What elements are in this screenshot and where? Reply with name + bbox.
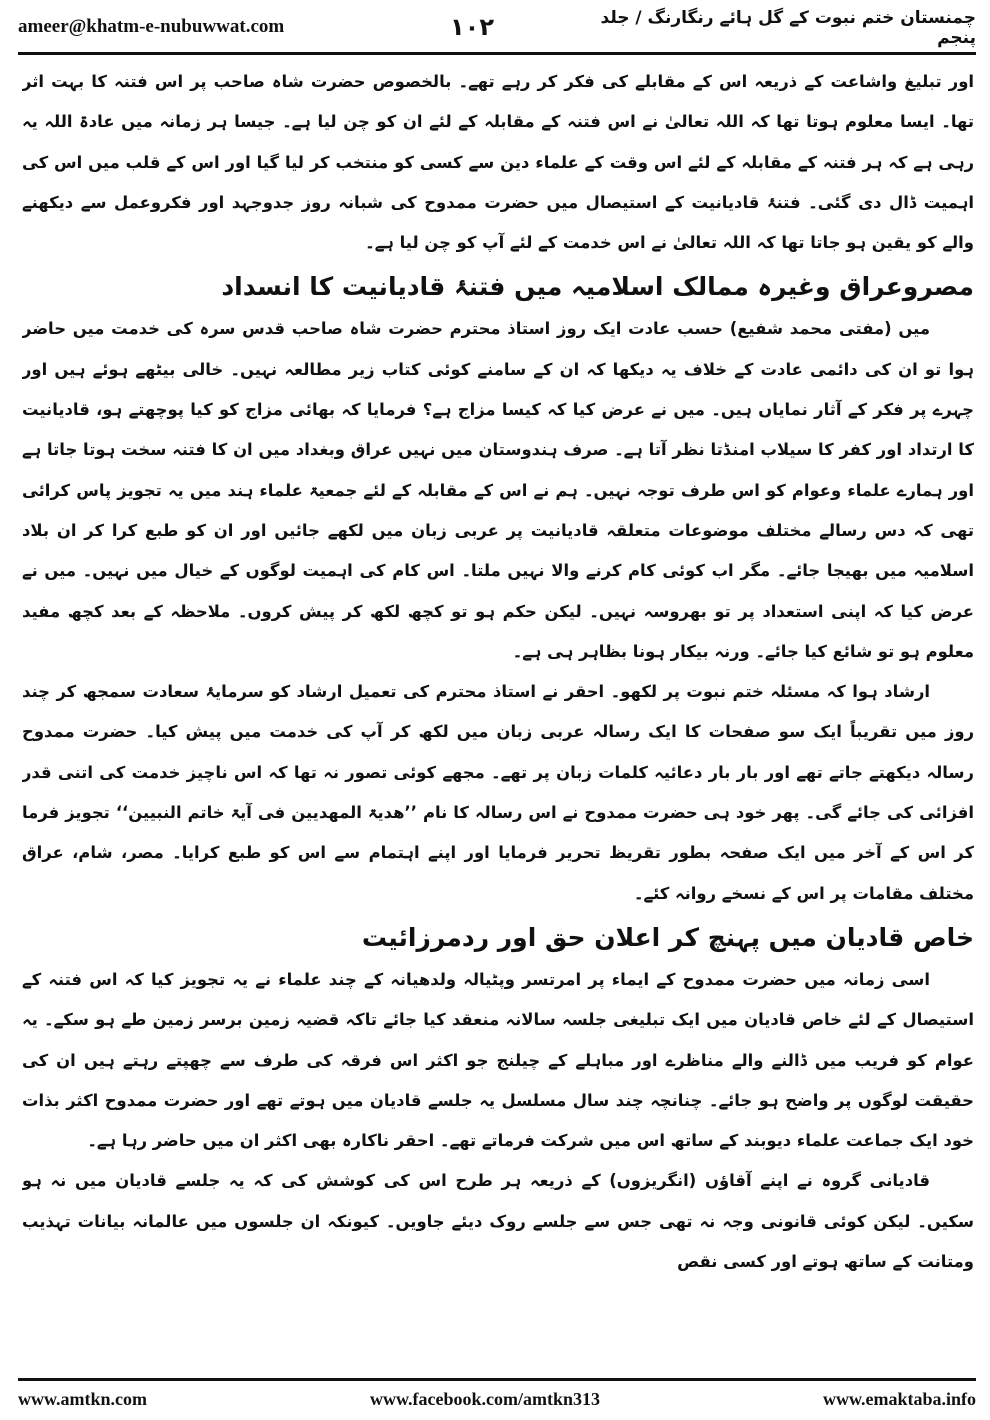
footer-link-emaktaba[interactable]: www.emaktaba.info	[822, 1388, 976, 1409]
footer-divider	[18, 1378, 976, 1381]
intro-paragraph: اور تبلیغ واشاعت کے ذریعہ اس کے مقابلے کی فکر کر رہے تھے۔ بالخصوص حضرت شاہ صاحب پر اس فتنہ کا بہت اثر تھا۔ ایسا معلوم ہوتا تھا کہ اللہ تعالیٰ نے اس فتنہ کے مقابلہ کے لئے ان کو چن لیا ہے۔ جیسا ہر زمانہ میں عادۃ اللہ یہ رہی ہے کہ ہر فتنہ کے مقابلہ کے لئے اس وقت کے علماء دین سے کسی کو منتخب کر لیا گیا اور اس کے قلب میں اس کی اہمیت ڈال دی گئی۔ فتنۂ قادیانیت کے استیصال میں حضرت ممدوح کی شبانہ روز جدوجہد اور فکروعمل سے دیکھنے والے کو یقین ہو جاتا تھا کہ اللہ تعالیٰ نے اس خدمت کے لئے آپ کو چن لیا ہے۔	[22, 72, 974, 253]
section2-paragraph-2: قادیانی گروہ نے اپنے آقاؤں (انگریزوں) کے ذریعہ ہر طرح اس کی کوشش کی کہ یہ جلسے قادیان میں نہ ہو سکیں۔ لیکن کوئی قانونی وجہ نہ تھی جس سے جلسے روک دیئے جاویں۔ کیونکہ ان جلسوں میں عالمانہ بیانات تہذیب ومتانت کے ساتھ ہوتے اور کسی نقص	[22, 1171, 974, 1272]
section1-paragraph-1: میں (مفتی محمد شفیع) حسب عادت ایک روز استاذ محترم حضرت شاہ صاحب قدس سرہ کی خدمت میں حاضر ہوا تو ان کی دائمی عادت کے خلاف یہ دیکھا کہ ان کے سامنے کوئی کتاب زیر مطالعہ نہیں۔ خالی بیٹھے ہوئے ہیں اور چہرے پر فکر کے آثار نمایاں ہیں۔ میں نے عرض کیا کہ کیسا مزاج ہے؟ فرمایا کہ بھائی مزاج کو کیا پوچھتے ہو، قادیانیت کا ارتداد اور کفر کا سیلاب امنڈتا نظر آتا ہے۔ صرف ہندوستان میں نہیں عراق وبغداد میں ان کا فتنہ سخت ہوتا جاتا ہے اور ہمارے علماء وعوام کو اس طرف توجہ نہیں۔ ہم نے اس کے مقابلہ کے لئے جمعیۃ علماء ہند میں یہ تجویز پاس کرائی تھی کہ دس رسالے مختلف موضوعات متعلقہ قادیانیت پر عربی زبان میں لکھے جائیں اور ان کو طبع کرا کر ان بلاد اسلامیہ میں بھیجا جائے۔ مگر اب کوئی کام کرنے والا نہیں ملتا۔ اس کام کی اہمیت لوگوں کے خیال میں نہیں۔ میں نے عرض کیا کہ اپنی استعداد پر تو بھروسہ نہیں۔ لیکن حکم ہو تو کچھ لکھ کر پیش کروں۔ ملاحظہ کے بعد کچھ مفید معلوم ہو تو شائع کیا جائے۔ ورنہ بیکار ہونا بظاہر ہی ہے۔	[22, 319, 974, 661]
book-title: چمنستان ختم نبوت کے گل ہائے رنگارنگ / جلد پنجم	[600, 7, 976, 48]
header-divider	[18, 52, 976, 55]
page-footer	[18, 1384, 976, 1414]
footer-link-facebook[interactable]: www.facebook.com/amtkn313	[369, 1388, 600, 1409]
section1-paragraph-2: ارشاد ہوا کہ مسئلہ ختم نبوت پر لکھو۔ احقر نے استاذ محترم کی تعمیل ارشاد کو سرمایۂ سعادت سمجھ کر چند روز میں تقریباً ایک سو صفحات کا ایک رسالہ عربی زبان میں لکھ کر آپ کی خدمت میں پیش کیا۔ حضرت ممدوح رسالہ دیکھتے جاتے تھے اور بار بار دعائیہ کلمات زبان پر تھے۔ مجھے کوئی تصور نہ تھا کہ اس ناچیز خدمت کی اتنی قدر افزائی کی جائے گی۔ پھر خود ہی حضرت ممدوح نے اس رسالہ کا نام ’’ھدیۃ المھدیین فی آیۃ خاتم النبیین‘‘ تجویز فرما کر اس کے آخر میں ایک صفحہ بطور تقریظ تحریر فرمایا اور اپنے اہتمام سے اس کو طبع کرایا۔ مصر، شام، عراق مختلف مقامات پر اس کے نسخے روانہ کئے۔	[22, 682, 974, 903]
footer-link-amtkn[interactable]: www.amtkn.com	[18, 1388, 147, 1409]
section-heading-qadian: خاص قادیان میں پہنچ کر اعلان حق اور ردمرزائیت	[361, 922, 974, 952]
section2-paragraph-1: اسی زمانہ میں حضرت ممدوح کے ایماء پر امرتسر وپٹیالہ ولدھیانہ کے چند علماء نے یہ تجویز کیا کہ اس فتنہ کے استیصال کے لئے خاص قادیان میں ایک تبلیغی جلسہ سالانہ منعقد کیا جائے تاکہ قضیہ زمین برسر زمین طے ہو سکے۔ یہ عوام کو فریب میں ڈالنے والے مناظرے اور مباہلے کے چیلنج جو اکثر اس فرقہ کی طرف سے چھپتے رہتے ہیں ان کی حقیقت لوگوں پر واضح ہو جائے۔ چنانچہ چند سال مسلسل یہ جلسے قادیان میں ہوتے تھے اور حضرت ممدوح اکثر بذات خود ایک جماعت علماء دیوبند کے ساتھ اس میں شرکت فرماتے تھے۔ احقر ناکارہ بھی اکثر ان میں حاضر رہا ہے۔	[22, 969, 974, 1151]
page-header	[18, 8, 976, 46]
page-number: ۱۰۲	[450, 13, 494, 41]
header-email: ameer@khatm-e-nubuwwat.com	[18, 16, 285, 37]
page-body	[22, 62, 974, 1370]
section-heading-egypt-iraq: مصروعراق وغیرہ ممالک اسلامیہ میں فتنۂ قادیانیت کا انسداد	[221, 272, 974, 302]
